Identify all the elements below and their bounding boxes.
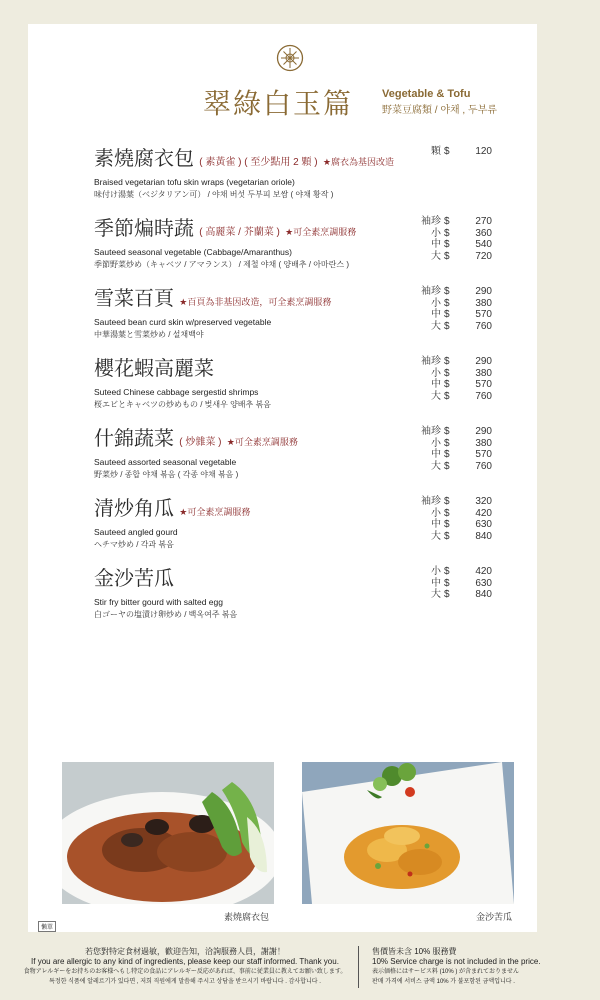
- notice-en: If you are allergic to any kind of ingredients, please keep our staff informed. Thank you.: [31, 957, 339, 966]
- price-list: [372, 426, 492, 472]
- section-title: 翠綠白玉篇: [203, 87, 354, 120]
- price-size: 小: [431, 367, 441, 379]
- price-row: [372, 589, 492, 601]
- price-currency: $: [444, 437, 450, 449]
- menu-item: [94, 216, 524, 270]
- item-name: 清炒角瓜: [94, 496, 174, 520]
- item-note: ★可全素烹調服務: [179, 507, 251, 517]
- price-size: 袖珍: [421, 216, 441, 227]
- charge-ja: 表示価格にはサービス料 (10% ) が含まれておりません: [372, 969, 520, 975]
- price-currency: $: [444, 250, 450, 262]
- price-row: [372, 496, 492, 508]
- price-row: [372, 519, 492, 531]
- price-size: 大: [431, 589, 441, 600]
- item-name: 雪菜百頁: [94, 286, 174, 310]
- price-currency: $: [444, 146, 450, 157]
- price-amount: 380: [475, 297, 492, 309]
- price-currency: $: [444, 519, 450, 530]
- price-size: 中: [431, 309, 441, 320]
- section-title-en: Vegetable & Tofu: [382, 88, 471, 100]
- price-size: 中: [431, 449, 441, 460]
- menu-item: [94, 496, 524, 550]
- price-row: [372, 578, 492, 590]
- price-amount: 840: [475, 530, 492, 542]
- item-name-en: Sauteed assorted seasonal vegetable: [94, 457, 237, 467]
- price-amount: 570: [475, 379, 492, 390]
- price-size: 大: [431, 250, 441, 262]
- price-row: [372, 146, 492, 158]
- price-size: 大: [431, 460, 441, 472]
- price-list: [372, 356, 492, 402]
- charge-en: 10% Service charge is not included in the price.: [372, 957, 541, 966]
- dish-illustration: [62, 762, 274, 904]
- price-size: 袖珍: [421, 496, 441, 507]
- item-name-en: Stir fry bitter gourd with salted egg: [94, 597, 223, 607]
- price-amount: 760: [475, 390, 492, 402]
- price-size: 袖珍: [421, 356, 441, 367]
- item-name: 什錦蔬菜: [94, 426, 174, 450]
- notice-ko: 특정한 식품에 알레르기가 있다면 , 저희 직원에게 말씀해 주시고 상담을 받으시기 바랍니다 . 감사합니다 .: [49, 979, 321, 985]
- menu-item: [94, 566, 524, 620]
- item-name: 季節煸時蔬: [94, 216, 194, 240]
- price-amount: 320: [475, 496, 492, 507]
- price-row: [372, 438, 492, 450]
- price-amount: 760: [475, 460, 492, 472]
- price-size: 小: [431, 437, 441, 449]
- service-charge-notice: [372, 947, 592, 987]
- item-name-en: Sauteed bean curd skin w/preserved vegetable: [94, 317, 272, 327]
- price-list: [372, 216, 492, 262]
- price-size: 小: [431, 507, 441, 519]
- price-currency: $: [444, 496, 450, 507]
- price-currency: $: [444, 426, 450, 437]
- price-row: [372, 449, 492, 461]
- price-amount: 720: [475, 250, 492, 262]
- price-currency: $: [444, 309, 450, 320]
- menu-item: [94, 286, 524, 340]
- item-note: ★百頁為非基因改造，可全素烹調服務: [179, 297, 332, 307]
- price-row: [372, 251, 492, 263]
- item-name: 素燒腐衣包: [94, 146, 194, 170]
- photo-bitter-gourd: [302, 762, 514, 904]
- price-size: 中: [431, 577, 441, 589]
- price-size: 袖珍: [421, 286, 441, 297]
- item-paren: ( 高麗菜 / 芥蘭菜 ): [199, 227, 280, 238]
- price-amount: 420: [475, 507, 492, 519]
- notice-ja: 食物アレルギーをお持ちのお客様へもし特定の食品にアレルギー反応があれば、事前に従業員に教えてお願い致します。: [23, 969, 347, 975]
- price-size: 顆: [431, 146, 441, 157]
- price-amount: 840: [475, 589, 492, 600]
- price-currency: $: [444, 320, 450, 332]
- item-note: ★可全素烹調服務: [285, 227, 357, 237]
- price-list: [372, 496, 492, 542]
- photo-braised-tofu-skin: [62, 762, 274, 904]
- price-currency: $: [444, 216, 450, 227]
- price-currency: $: [444, 589, 450, 600]
- price-currency: $: [444, 530, 450, 542]
- price-amount: 380: [475, 437, 492, 449]
- price-currency: $: [444, 460, 450, 472]
- price-amount: 420: [475, 566, 492, 577]
- item-name-local: 味付け湯葉（ベジタリアン可） / 야채 버섯 두부피 보쌈 ( 야채 황작 ): [94, 190, 334, 199]
- price-currency: $: [444, 356, 450, 367]
- price-currency: $: [444, 286, 450, 297]
- item-name-en: Sauteed seasonal vegetable (Cabbage/Amaranthus): [94, 247, 292, 257]
- item-name-en: Sauteed angled gourd: [94, 527, 178, 537]
- price-amount: 290: [475, 426, 492, 437]
- photo-caption: 素燒腐衣包: [224, 912, 270, 922]
- item-note: ★腐衣為基因改造: [322, 157, 394, 167]
- item-name: 櫻花蝦高麗菜: [94, 356, 214, 380]
- menu-tag: 懶單: [38, 921, 56, 932]
- price-size: 大: [431, 320, 441, 332]
- notice-zh: 若您對特定食材過敏，歡迎告知，洽詢服務人員，謝謝！: [85, 947, 285, 956]
- charge-ko: 판매 가격에 서비스 금액 10% 가 불포함된 금액입니다 .: [372, 979, 515, 985]
- price-list: [372, 566, 492, 601]
- menu-item: [94, 146, 524, 200]
- price-size: 大: [431, 390, 441, 402]
- price-size: 小: [431, 566, 441, 577]
- price-row: [372, 508, 492, 520]
- price-row: [372, 239, 492, 251]
- footer-divider: [358, 946, 359, 988]
- price-size: 中: [431, 239, 441, 250]
- price-currency: $: [444, 227, 450, 239]
- item-name: 金沙苦瓜: [94, 566, 174, 590]
- price-row: [372, 321, 492, 333]
- price-currency: $: [444, 507, 450, 519]
- item-name-local: 白ゴーヤの塩漬け卵炒め / 백옥여주 볶음: [94, 610, 238, 619]
- price-amount: 570: [475, 449, 492, 460]
- menu-item: [94, 356, 524, 410]
- price-currency: $: [444, 577, 450, 589]
- price-row: [372, 379, 492, 391]
- price-currency: $: [444, 239, 450, 250]
- price-row: [372, 368, 492, 380]
- section-subtitle: 野菜豆腐類 / 야채 , 두부류: [382, 105, 497, 116]
- price-currency: $: [444, 566, 450, 577]
- price-currency: $: [444, 367, 450, 379]
- item-name-local: 桜エビとキャベツの炒めもの / 벚새우 양배추 볶음: [94, 400, 271, 409]
- lotus-emblem-icon: [276, 44, 304, 72]
- charge-zh: 售價皆未含 10% 服務費: [372, 947, 457, 956]
- price-amount: 290: [475, 356, 492, 367]
- price-row: [372, 531, 492, 543]
- price-row: [372, 356, 492, 368]
- price-size: 中: [431, 379, 441, 390]
- price-row: [372, 298, 492, 310]
- price-amount: 540: [475, 239, 492, 250]
- price-amount: 290: [475, 286, 492, 297]
- price-currency: $: [444, 449, 450, 460]
- price-list: [372, 286, 492, 332]
- item-name-local: ヘチマ炒め / 각과 볶음: [94, 540, 174, 549]
- price-currency: $: [444, 379, 450, 390]
- price-size: 大: [431, 530, 441, 542]
- price-amount: 380: [475, 367, 492, 379]
- price-size: 中: [431, 519, 441, 530]
- item-note: ★可全素烹調服務: [226, 437, 298, 447]
- item-name-en: Suteed Chinese cabbage sergestid shrimps: [94, 387, 259, 397]
- price-row: [372, 286, 492, 298]
- menu-item: [94, 426, 524, 480]
- price-row: [372, 216, 492, 228]
- price-amount: 570: [475, 309, 492, 320]
- item-name-local: 野菜炒 / 종합 야채 볶음 ( 각종 야채 볶음 ): [94, 470, 239, 479]
- price-amount: 270: [475, 216, 492, 227]
- price-amount: 630: [475, 519, 492, 530]
- price-row: [372, 426, 492, 438]
- price-row: [372, 391, 492, 403]
- price-row: [372, 309, 492, 321]
- price-size: 小: [431, 297, 441, 309]
- item-paren: ( 炒雜菜 ): [179, 437, 222, 448]
- photo-caption: 金沙苦瓜: [476, 912, 513, 922]
- price-amount: 630: [475, 577, 492, 589]
- item-name-local: 中華湯葉と雪菜炒め / 설채백야: [94, 330, 204, 339]
- price-amount: 360: [475, 227, 492, 239]
- price-currency: $: [444, 297, 450, 309]
- price-amount: 120: [475, 146, 492, 157]
- price-list: [372, 146, 492, 158]
- price-size: 小: [431, 227, 441, 239]
- item-paren: ( 素黃雀 ) ( 至少點用 2 顆 ): [199, 157, 318, 168]
- item-name-local: 季節野菜炒め（キャベツ / アマランス） / 제철 야채 ( 양배추 / 아마란스 ): [94, 260, 349, 269]
- price-currency: $: [444, 390, 450, 402]
- price-amount: 760: [475, 320, 492, 332]
- price-size: 袖珍: [421, 426, 441, 437]
- dish-illustration: [302, 762, 514, 904]
- item-name-en: Braised vegetarian tofu skin wraps (vegetarian oriole): [94, 177, 295, 187]
- price-row: [372, 228, 492, 240]
- price-row: [372, 566, 492, 578]
- allergy-notice: [20, 947, 350, 987]
- price-row: [372, 461, 492, 473]
